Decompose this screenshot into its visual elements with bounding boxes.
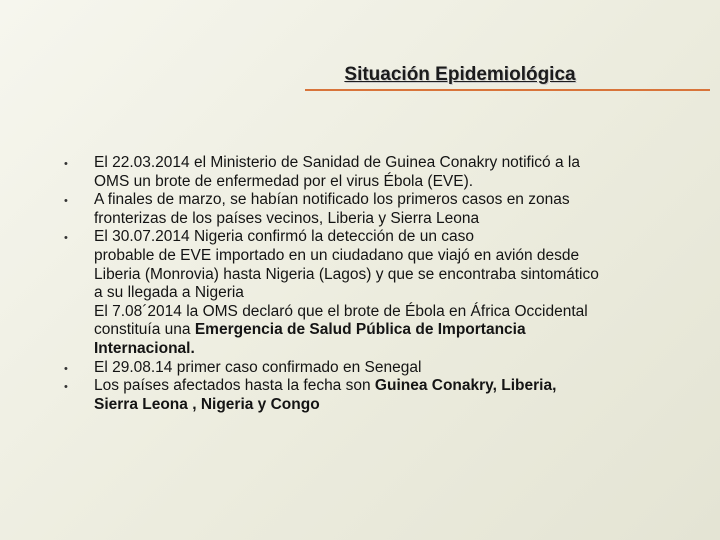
bullet-dot-icon: • bbox=[64, 158, 68, 170]
list-item-continuation bbox=[62, 340, 682, 359]
emphasis-text: Guinea Conakry, Liberia, bbox=[374, 377, 557, 395]
emphasis-text: Emergencia de Salud Pública de Importancia bbox=[194, 321, 526, 339]
list-item-text: a su llegada a Nigeria bbox=[94, 284, 244, 302]
list-item-continuation bbox=[62, 321, 682, 340]
title-underline-rule bbox=[305, 89, 710, 91]
list-item-continuation bbox=[62, 396, 682, 415]
list-item-continuation bbox=[62, 173, 682, 192]
list-item bbox=[62, 154, 682, 173]
list-item bbox=[62, 377, 682, 396]
emphasis-text: Sierra Leona , Nigeria y Congo bbox=[94, 395, 320, 413]
list-item-text: probable de EVE importado en un ciudadano que viajó en avión desde bbox=[94, 246, 580, 264]
emphasis-text: Internacional. bbox=[94, 339, 195, 357]
list-item-text: El 29.08.14 primer caso confirmado en Senegal bbox=[94, 358, 422, 376]
bullet-list bbox=[62, 154, 682, 414]
list-item-text: El 22.03.2014 el Ministerio de Sanidad de Guinea Conakry notificó a la bbox=[94, 154, 580, 171]
list-item-continuation bbox=[62, 284, 682, 303]
list-item-text: OMS un brote de enfermedad por el virus Ébola (EVE). bbox=[94, 172, 474, 190]
bullet-dot-icon: • bbox=[64, 195, 68, 208]
bullet-dot-icon: • bbox=[64, 232, 68, 245]
list-item-continuation bbox=[62, 247, 682, 266]
list-item-continuation bbox=[62, 266, 682, 285]
list-item-text: A finales de marzo, se habían notificado los primeros casos en zonas bbox=[94, 191, 570, 209]
list-item-text: El 30.07.2014 Nigeria confirmó la detección de un caso bbox=[94, 228, 474, 246]
list-item bbox=[62, 228, 682, 247]
bullet-dot-icon: • bbox=[64, 362, 68, 375]
list-item bbox=[62, 359, 682, 378]
list-item-text: constituía una bbox=[94, 321, 195, 339]
list-item-text: El 7.08´2014 la OMS declaró que el brote de Ébola en África Occidental bbox=[94, 302, 588, 320]
list-item bbox=[62, 191, 682, 210]
bullet-dot-icon: • bbox=[64, 381, 68, 394]
list-item-continuation bbox=[62, 303, 682, 322]
slide-title: Situación Epidemiológica bbox=[344, 64, 576, 85]
list-item-text: fronterizas de los países vecinos, Liberia y Sierra Leona bbox=[94, 209, 480, 227]
list-item-text: Los países afectados hasta la fecha son bbox=[94, 377, 375, 395]
list-item-continuation bbox=[62, 210, 682, 229]
list-item-text: Liberia (Monrovia) hasta Nigeria (Lagos) y que se encontraba sintomático bbox=[94, 265, 599, 283]
